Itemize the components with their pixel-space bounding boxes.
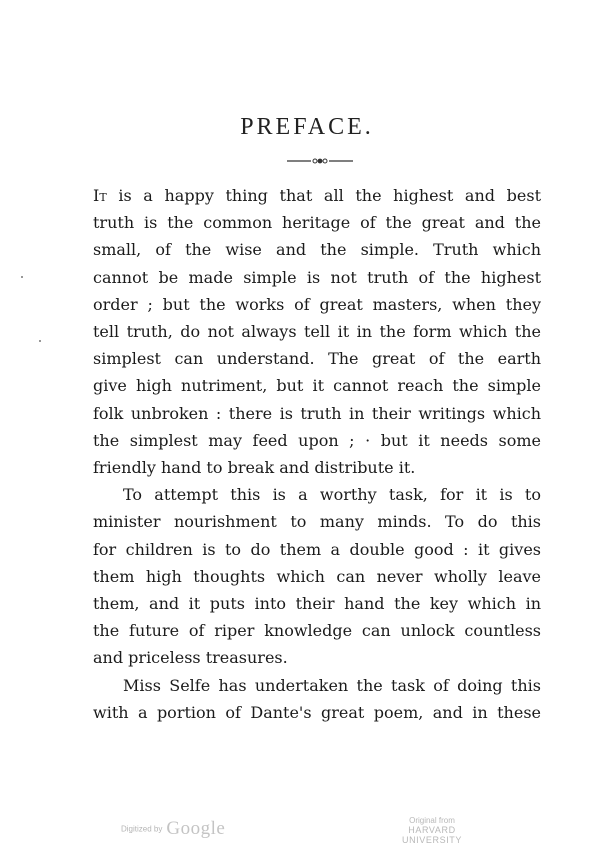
paragraph-1	[93, 182, 541, 481]
text-line: simplest can understand. The great of the earth	[93, 349, 541, 369]
scan-speck	[39, 340, 41, 342]
page-title: PREFACE.	[240, 114, 374, 140]
text-line: them high thoughts which can never wholly leave	[93, 566, 541, 586]
text-line: order ; but the works of great masters, when they	[93, 294, 541, 314]
text-line: To attempt this is a worthy task, for it is to	[123, 485, 541, 505]
text-line: It is a happy thing that all the highest and best	[93, 186, 541, 205]
drop-lead-word: It	[93, 186, 107, 205]
text-line: minister nourishment to many minds. To do this	[93, 512, 541, 532]
scan-speck	[21, 276, 23, 278]
text-line: and priceless treasures.	[93, 648, 288, 668]
text-line: truth is the common heritage of the great and the	[93, 213, 541, 233]
google-logo: Google	[166, 818, 226, 839]
text-line: the simplest may feed upon ; · but it needs some	[93, 430, 541, 450]
digitized-by-watermark	[121, 818, 225, 842]
text-line: tell truth, do not always tell it in the form which the	[93, 322, 541, 342]
preface-text	[93, 182, 541, 726]
text-line: them, and it puts into their hand the key which in	[93, 594, 541, 614]
title-ornament-icon	[287, 156, 353, 166]
text-line: cannot be made simple is not truth of the highest	[93, 267, 541, 287]
text-line: with a portion of Dante's great poem, and in these	[93, 702, 541, 722]
paragraph-3	[93, 672, 541, 726]
original-from-watermark	[380, 816, 484, 845]
text-line: friendly hand to break and distribute it.	[93, 458, 416, 478]
text-line: folk unbroken : there is truth in their writings which	[93, 403, 541, 423]
text-line: the future of riper knowledge can unlock countless	[93, 621, 541, 641]
original-from-label: Original from	[409, 816, 455, 825]
digitized-by-label: Digitized by	[121, 824, 163, 834]
text-line: Miss Selfe has undertaken the task of doing this	[123, 675, 541, 695]
text-line: for children is to do them a double good : it gives	[93, 539, 541, 559]
text-line: small, of the wise and the simple. Truth which	[93, 240, 541, 260]
institution-label: HARVARD UNIVERSITY	[401, 825, 462, 845]
text-line: give high nutriment, but it cannot reach the simple	[93, 376, 541, 396]
paragraph-2	[93, 481, 541, 671]
